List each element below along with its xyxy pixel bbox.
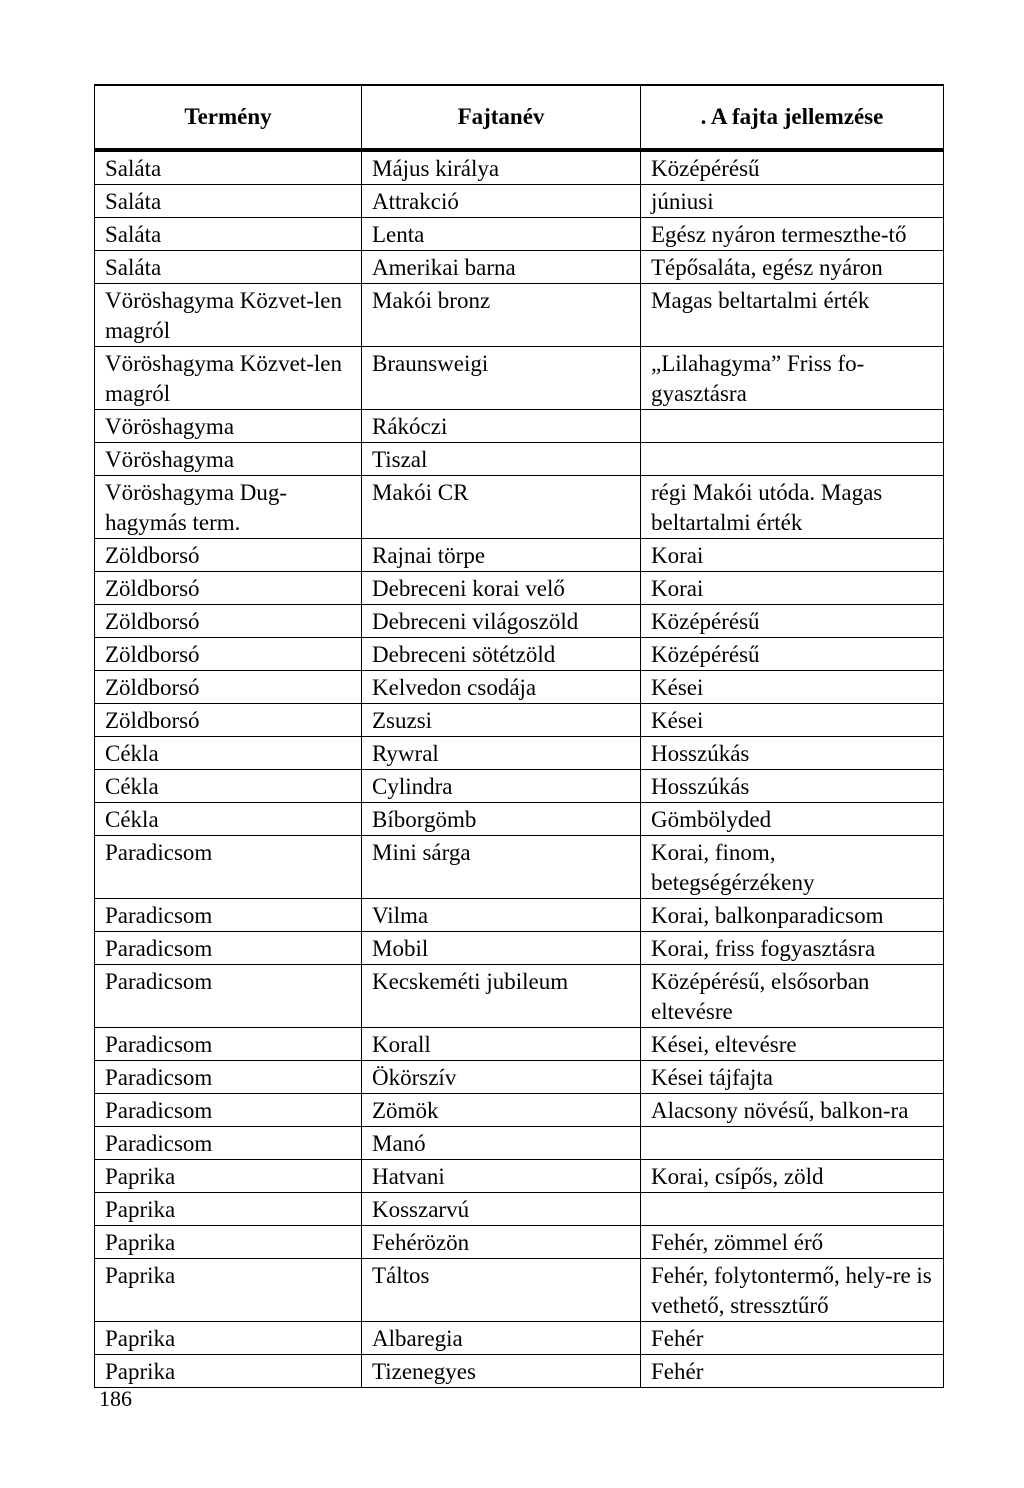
variety-cell: Ökörszív [362, 1061, 641, 1094]
table-row [95, 1061, 944, 1094]
variety-cell: Rajnai törpe [362, 539, 641, 572]
variety-cell: Hatvani [362, 1160, 641, 1193]
table-row [95, 1028, 944, 1061]
description-cell [641, 1127, 944, 1160]
description-cell: régi Makói utóda. Magas beltartalmi érték [641, 476, 944, 539]
variety-cell: Május királya [362, 150, 641, 185]
table-row [95, 539, 944, 572]
description-cell: Fehér, folytontermő, hely-re is vethető, stressztűrő [641, 1259, 944, 1322]
crop-cell: Paprika [95, 1226, 362, 1259]
table-row [95, 443, 944, 476]
crop-cell: Vöröshagyma Közvet-len magról [95, 347, 362, 410]
crop-cell: Zöldborsó [95, 605, 362, 638]
description-cell: Korai, csípős, zöld [641, 1160, 944, 1193]
variety-cell: Tizenegyes [362, 1355, 641, 1388]
header-variety-description: . A fajta jellemzése [641, 85, 944, 150]
table-row [95, 410, 944, 443]
variety-cell: Braunsweigi [362, 347, 641, 410]
variety-cell: Kosszarvú [362, 1193, 641, 1226]
variety-cell: Mini sárga [362, 836, 641, 899]
variety-cell: Debreceni sötétzöld [362, 638, 641, 671]
description-cell: Egész nyáron termeszthe-tő [641, 218, 944, 251]
description-cell: Kései [641, 671, 944, 704]
variety-cell: Manó [362, 1127, 641, 1160]
vegetable-variety-table [94, 84, 944, 1388]
table-row [95, 572, 944, 605]
variety-cell: Debreceni korai velő [362, 572, 641, 605]
table-row [95, 1355, 944, 1388]
variety-cell: Rywral [362, 737, 641, 770]
description-cell [641, 1193, 944, 1226]
variety-cell: Táltos [362, 1259, 641, 1322]
crop-cell: Paradicsom [95, 1127, 362, 1160]
description-cell: Fehér [641, 1355, 944, 1388]
table-row [95, 1094, 944, 1127]
table-row [95, 218, 944, 251]
crop-cell: Vöröshagyma Dug-hagymás term. [95, 476, 362, 539]
crop-cell: Paprika [95, 1160, 362, 1193]
variety-cell: Lenta [362, 218, 641, 251]
variety-cell: Mobil [362, 932, 641, 965]
table-row [95, 251, 944, 284]
crop-cell: Zöldborsó [95, 704, 362, 737]
page-number: 186 [99, 1386, 132, 1411]
description-cell: Fehér [641, 1322, 944, 1355]
crop-cell: Saláta [95, 251, 362, 284]
crop-cell: Paradicsom [95, 1094, 362, 1127]
variety-cell: Rákóczi [362, 410, 641, 443]
description-cell: Korai, balkonparadicsom [641, 899, 944, 932]
variety-cell: Albaregia [362, 1322, 641, 1355]
description-cell: Korai [641, 572, 944, 605]
table-row [95, 932, 944, 965]
crop-cell: Paprika [95, 1259, 362, 1322]
description-cell: Kései [641, 704, 944, 737]
crop-cell: Vöröshagyma [95, 410, 362, 443]
variety-cell: Kelvedon csodája [362, 671, 641, 704]
table-row [95, 1226, 944, 1259]
crop-cell: Zöldborsó [95, 539, 362, 572]
description-cell: Középérésű [641, 638, 944, 671]
description-cell: Középérésű, elsősorban eltevésre [641, 965, 944, 1028]
crop-cell: Cékla [95, 737, 362, 770]
variety-cell: Cylindra [362, 770, 641, 803]
variety-cell: Attrakció [362, 185, 641, 218]
variety-cell: Korall [362, 1028, 641, 1061]
variety-cell: Makói CR [362, 476, 641, 539]
description-cell: Kései, eltevésre [641, 1028, 944, 1061]
crop-cell: Zöldborsó [95, 638, 362, 671]
description-cell: Gömbölyded [641, 803, 944, 836]
crop-cell: Paradicsom [95, 899, 362, 932]
table-row [95, 1259, 944, 1322]
crop-cell: Paradicsom [95, 1061, 362, 1094]
table-row [95, 1193, 944, 1226]
description-cell: Kései tájfajta [641, 1061, 944, 1094]
crop-cell: Saláta [95, 150, 362, 185]
table-row [95, 185, 944, 218]
crop-cell: Paprika [95, 1193, 362, 1226]
table-row [95, 1127, 944, 1160]
crop-cell: Paradicsom [95, 836, 362, 899]
description-cell [641, 443, 944, 476]
crop-cell: Vöröshagyma Közvet-len magról [95, 284, 362, 347]
table-row [95, 638, 944, 671]
crop-cell: Paradicsom [95, 1028, 362, 1061]
variety-cell: Zömök [362, 1094, 641, 1127]
description-cell: Korai, finom, betegségérzékeny [641, 836, 944, 899]
crop-cell: Paradicsom [95, 965, 362, 1028]
description-cell: júniusi [641, 185, 944, 218]
table-row [95, 836, 944, 899]
header-variety-name: Fajtanév [362, 85, 641, 150]
description-cell: Középérésű [641, 605, 944, 638]
variety-cell: Amerikai barna [362, 251, 641, 284]
description-cell: Középérésű [641, 150, 944, 185]
description-cell: Magas beltartalmi érték [641, 284, 944, 347]
crop-cell: Saláta [95, 218, 362, 251]
description-cell: Korai, friss fogyasztásra [641, 932, 944, 965]
table-row [95, 150, 944, 185]
crop-cell: Saláta [95, 185, 362, 218]
table-row [95, 803, 944, 836]
description-cell: Korai [641, 539, 944, 572]
crop-cell: Paprika [95, 1355, 362, 1388]
variety-cell: Vilma [362, 899, 641, 932]
variety-cell: Makói bronz [362, 284, 641, 347]
crop-cell: Cékla [95, 803, 362, 836]
crop-cell: Cékla [95, 770, 362, 803]
description-cell: Tépősaláta, egész nyáron [641, 251, 944, 284]
description-cell [641, 410, 944, 443]
table-row [95, 899, 944, 932]
description-cell: Fehér, zömmel érő [641, 1226, 944, 1259]
table-row [95, 737, 944, 770]
table-row [95, 704, 944, 737]
description-cell: Alacsony növésű, balkon-ra [641, 1094, 944, 1127]
table-row [95, 1322, 944, 1355]
table-row [95, 347, 944, 410]
table-row [95, 671, 944, 704]
table-row [95, 770, 944, 803]
crop-cell: Paradicsom [95, 932, 362, 965]
table-row [95, 605, 944, 638]
variety-cell: Zsuzsi [362, 704, 641, 737]
header-crop: Termény [95, 85, 362, 150]
description-cell: „Lilahagyma” Friss fo-gyasztásra [641, 347, 944, 410]
variety-cell: Fehérözön [362, 1226, 641, 1259]
crop-cell: Zöldborsó [95, 671, 362, 704]
variety-cell: Kecskeméti jubileum [362, 965, 641, 1028]
variety-cell: Debreceni világoszöld [362, 605, 641, 638]
description-cell: Hosszúkás [641, 770, 944, 803]
variety-cell: Bíborgömb [362, 803, 641, 836]
crop-cell: Zöldborsó [95, 572, 362, 605]
table-row [95, 476, 944, 539]
table-row [95, 1160, 944, 1193]
table-header-row [95, 85, 944, 150]
variety-cell: Tiszal [362, 443, 641, 476]
table-row [95, 284, 944, 347]
crop-cell: Vöröshagyma [95, 443, 362, 476]
description-cell: Hosszúkás [641, 737, 944, 770]
table-row [95, 965, 944, 1028]
crop-cell: Paprika [95, 1322, 362, 1355]
